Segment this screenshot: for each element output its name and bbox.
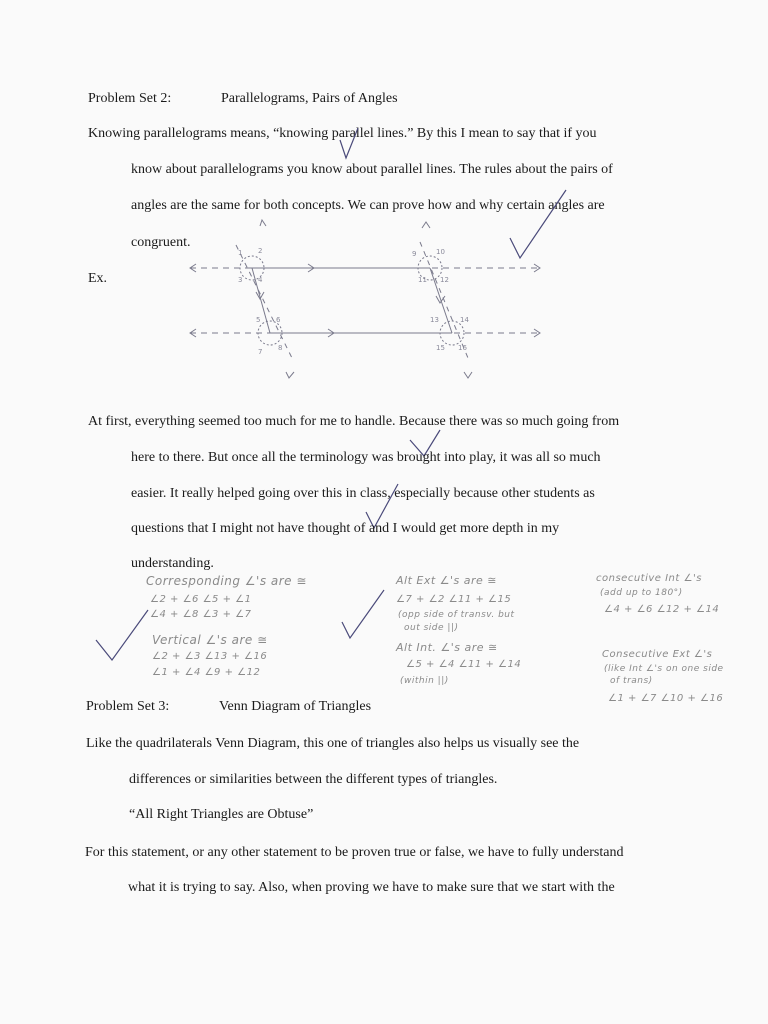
note-vertical-row: ∠1 + ∠4 ∠9 + ∠12 (152, 667, 261, 678)
ps3-line: what it is trying to say. Also, when proving we have to make sure that we start with the (128, 880, 615, 895)
angle-number: 5 (256, 316, 261, 324)
ex-label: Ex. (88, 271, 108, 286)
ps3-title: Venn Diagram of Triangles (219, 699, 372, 714)
note-alt-ext-row: (opp side of transv. but (398, 610, 515, 620)
ps3-line: For this statement, or any other statement to be proven true or false, we have to fully understand (85, 845, 624, 860)
ps2-para2-line: At first, everything seemed too much for me to handle. Because there was so much going from (88, 414, 620, 429)
angle-number: 15 (436, 344, 445, 352)
note-corresponding-row: ∠4 + ∠8 ∠3 + ∠7 (150, 609, 252, 620)
ps2-para1-line: congruent. (131, 235, 191, 250)
angle-number: 3 (238, 276, 243, 284)
angle-number: 13 (430, 316, 439, 324)
note-alt-int-row: ∠5 + ∠4 ∠11 + ∠14 (406, 659, 522, 670)
ps2-para1-line: angles are the same for both concepts. We can prove how and why certain angles are (131, 198, 605, 213)
note-cons-ext-row: of trans) (610, 676, 653, 686)
angle-number: 8 (278, 344, 283, 352)
note-vertical-row: ∠2 + ∠3 ∠13 + ∠16 (152, 651, 268, 662)
angle-number: 2 (258, 247, 263, 255)
note-vertical-title: Vertical ∠'s are ≅ (152, 633, 268, 647)
angle-number: 16 (458, 344, 467, 352)
ps3-line: Like the quadrilaterals Venn Diagram, this one of triangles also helps us visually see the (86, 736, 580, 751)
note-alt-ext-row: out side ||) (404, 623, 459, 633)
ps2-label: Problem Set 2: (88, 91, 172, 106)
angle-number: 11 (418, 276, 427, 284)
note-corresponding-title: Corresponding ∠'s are ≅ (146, 574, 307, 588)
angle-number: 7 (258, 348, 263, 356)
note-alt-int-row: (within ||) (400, 676, 449, 686)
angle-number: 4 (258, 276, 263, 284)
ps2-para2-line: questions that I might not have thought of and I would get more depth in my (131, 521, 560, 536)
ps2-para2-line: here to there. But once all the terminology was brought into play, it was all so much (131, 450, 601, 465)
angle-number: 9 (412, 250, 417, 258)
ps3-quote: “All Right Triangles are Obtuse” (129, 807, 314, 822)
note-cons-ext-title: Consecutive Ext ∠'s (602, 649, 713, 660)
ps3-label: Problem Set 3: (86, 699, 170, 714)
angle-number: 12 (440, 276, 449, 284)
ps2-para2-line: understanding. (131, 556, 214, 571)
note-alt-ext-row: ∠7 + ∠2 ∠11 + ∠15 (396, 594, 512, 605)
note-alt-ext-title: Alt Ext ∠'s are ≅ (396, 574, 498, 587)
note-cons-int-row: ∠4 + ∠6 ∠12 + ∠14 (604, 604, 720, 615)
ps2-title: Parallelograms, Pairs of Angles (221, 91, 398, 106)
note-cons-int-row: (add up to 180°) (600, 588, 683, 598)
note-alt-int-title: Alt Int. ∠'s are ≅ (396, 641, 498, 654)
ps2-para1-line: know about parallelograms you know about parallel lines. The rules about the pairs of (131, 162, 613, 177)
note-cons-ext-row: (like Int ∠'s on one side (604, 664, 724, 674)
angle-number: 1 (238, 249, 243, 257)
angle-number: 10 (436, 248, 445, 256)
ps3-line: differences or similarities between the different types of triangles. (129, 772, 498, 787)
angle-number: 14 (460, 316, 469, 324)
ps2-para1-line: Knowing parallelograms means, “knowing parallel lines.” By this I mean to say that if you (88, 126, 597, 141)
note-cons-int-title: consecutive Int ∠'s (596, 573, 702, 584)
note-cons-ext-row: ∠1 + ∠7 ∠10 + ∠16 (608, 693, 724, 704)
angle-number: 6 (276, 316, 281, 324)
note-corresponding-row: ∠2 + ∠6 ∠5 + ∠1 (150, 594, 252, 605)
ps2-para2-line: easier. It really helped going over this in class, especially because other students as (131, 486, 595, 501)
